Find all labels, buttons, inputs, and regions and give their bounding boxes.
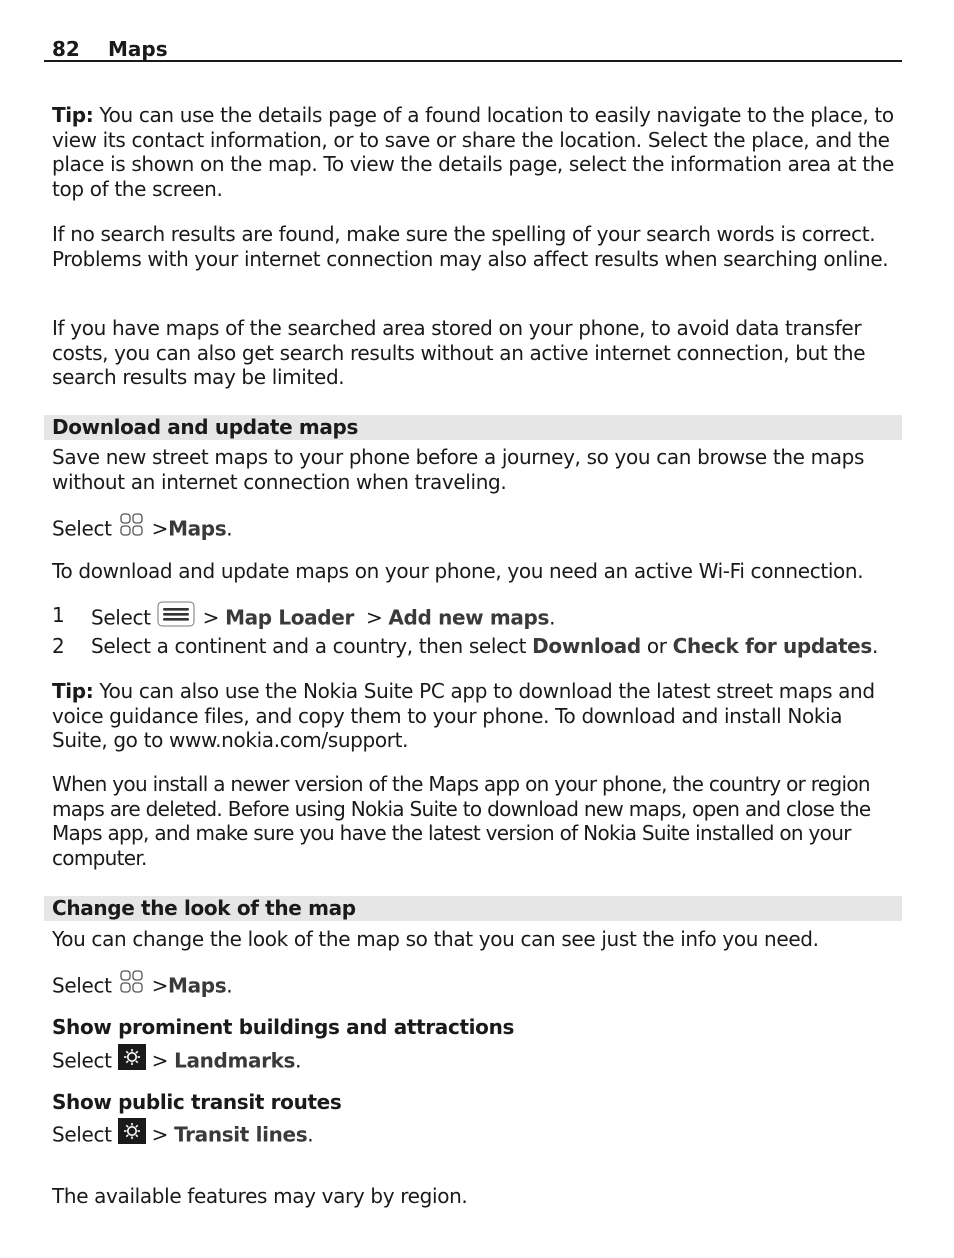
tip-label: Tip: [52, 103, 94, 127]
select-maps-line-1: Select >Maps. [52, 514, 902, 546]
menu-check-for-updates: Check for updates [672, 634, 872, 658]
step-number: 1 [52, 603, 65, 627]
apps-grid-icon [118, 512, 146, 544]
menu-icon [157, 601, 197, 633]
page-number: 82 [52, 37, 80, 61]
select-maps-line-2: Select >Maps. [52, 971, 902, 1003]
select-landmarks-line: Select > Landmarks. [52, 1046, 902, 1078]
tip-label: Tip: [52, 679, 94, 703]
separator: > [151, 516, 169, 541]
tip-text: You can also use the Nokia Suite PC app to download the latest street maps and voice guidance files, and copy them to your phone. To download and install Nokia Suite, go to www.nokia.com/support. [52, 679, 875, 752]
paragraph-no-results: If no search results are found, make sure the spelling of your search words is correct. Problems with your internet connection may also affect results when searching online. [52, 222, 889, 271]
tip-nokia-suite [52, 679, 902, 753]
menu-maps: Maps [168, 973, 227, 998]
select-word: Select [52, 1122, 112, 1147]
settings-gear-icon [118, 1044, 146, 1076]
section-heading-look: Change the look of the map [44, 896, 902, 921]
menu-add-new-maps: Add new maps [388, 605, 550, 630]
paragraph-look-intro: You can change the look of the map so that you can see just the info you need. [52, 927, 819, 951]
select-word: Select [52, 973, 112, 998]
menu-landmarks: Landmarks [174, 1048, 296, 1073]
paragraph-stored-maps: If you have maps of the searched area stored on your phone, to avoid data transfer costs, you can also get search results without an active internet connection, but the search results may be limited. [52, 316, 866, 389]
page-header [44, 37, 902, 62]
subheading-transit: Show public transit routes [52, 1090, 342, 1114]
paragraph-download-intro: Save new street maps to your phone before a journey, so you can browse the maps without an internet connection when traveling. [52, 445, 865, 494]
paragraph-footer-note: The available features may vary by region. [52, 1184, 468, 1208]
tip-text: You can use the details page of a found location to easily navigate to the place, to view its contact information, or to save or share the location. Select the place, and the place is shown on the map. To view the details page, select the information area at the top of the screen. [52, 103, 895, 201]
tip-details-page [52, 103, 902, 201]
select-word: Select [52, 516, 112, 541]
menu-map-loader: Map Loader [225, 605, 354, 630]
paragraph-wifi-note: To download and update maps on your phone, you need an active Wi-Fi connection. [52, 559, 864, 583]
menu-download: Download [532, 634, 641, 658]
step-text: Select a continent and a country, then select [91, 634, 533, 658]
paragraph-newer-version: When you install a newer version of the Maps app on your phone, the country or region maps are deleted. Before using Nokia Suite to download new maps, open and close the Maps app, and make sure you have the latest version of Nokia Suite installed on your computer. [52, 772, 871, 870]
select-word: Select [91, 605, 151, 630]
section-heading-download: Download and update maps [44, 415, 902, 440]
or-word: or [640, 634, 673, 658]
settings-gear-icon [118, 1118, 146, 1150]
subheading-buildings: Show prominent buildings and attractions [52, 1015, 515, 1039]
chapter-title: Maps [108, 37, 168, 61]
select-word: Select [52, 1048, 112, 1073]
step-number: 2 [52, 634, 65, 658]
select-transit-line: Select > Transit lines. [52, 1120, 902, 1152]
apps-grid-icon [118, 969, 146, 1001]
menu-transit-lines: Transit lines [174, 1122, 308, 1147]
menu-maps: Maps [168, 516, 227, 541]
